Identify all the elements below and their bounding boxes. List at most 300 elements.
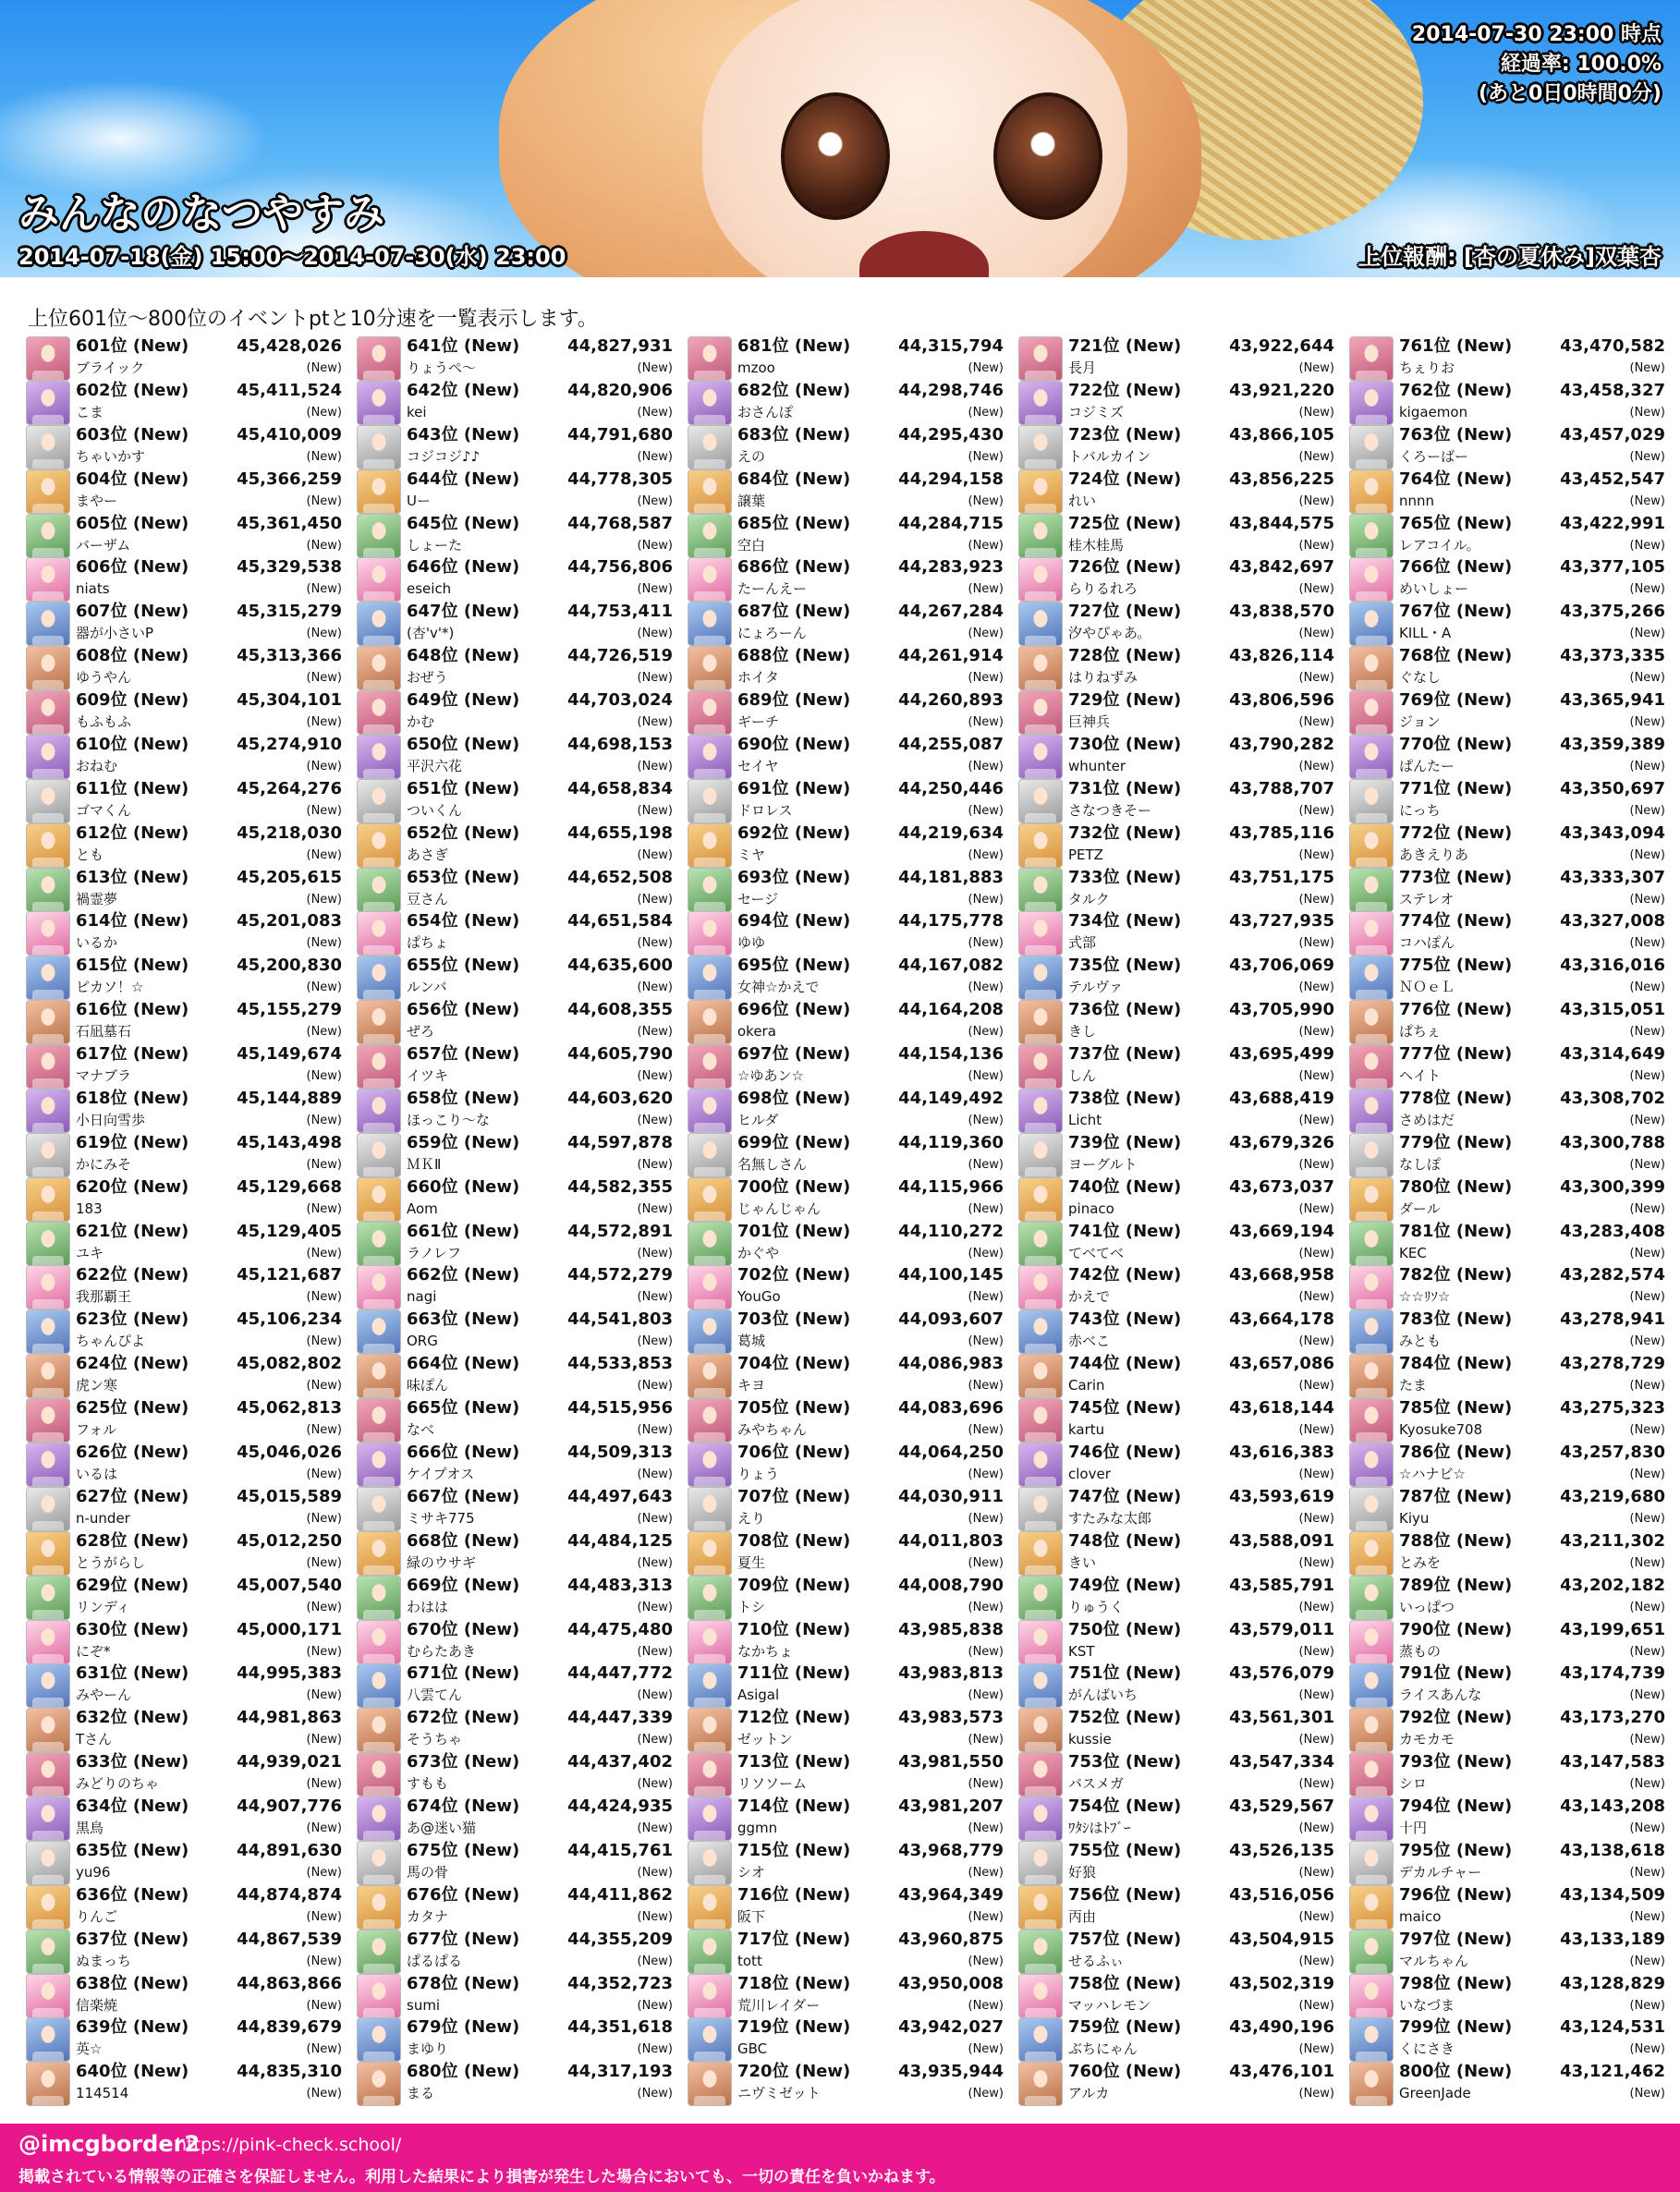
producer-name: まる: [407, 2085, 435, 2102]
rank-label: 781位 (New): [1399, 1221, 1513, 1241]
ranking-row: [357, 822, 676, 867]
producer-name: 小日向雪歩: [76, 1111, 146, 1128]
ranking-row: [688, 556, 1007, 601]
ten-minute-speed: (New): [1298, 1290, 1334, 1305]
ten-minute-speed: (New): [1298, 1644, 1334, 1659]
idol-avatar: [1018, 381, 1063, 425]
ten-minute-speed: (New): [306, 1600, 342, 1614]
ten-minute-speed: (New): [1629, 405, 1665, 420]
producer-name: 夏生: [737, 1553, 766, 1571]
event-points: 44,768,587: [567, 513, 673, 533]
producer-name: 空白: [737, 536, 766, 554]
producer-name: KST: [1068, 1642, 1095, 1660]
event-points: 43,706,069: [1229, 956, 1334, 976]
event-points: 44,572,891: [567, 1221, 673, 1241]
ten-minute-speed: (New): [637, 1290, 673, 1305]
rank-label: 748位 (New): [1068, 1530, 1182, 1551]
producer-name: 我那覇王: [76, 1288, 132, 1306]
producer-name: じゃんじゃん: [737, 1200, 822, 1217]
ranking-row: [688, 1486, 1007, 1530]
rank-label: 702位 (New): [737, 1265, 851, 1285]
event-points: 45,304,101: [237, 690, 342, 711]
rank-label: 757位 (New): [1068, 1929, 1182, 1949]
event-points: 45,143,498: [237, 1132, 342, 1152]
ranking-row: [1018, 1884, 1338, 1929]
ten-minute-speed: (New): [637, 1998, 673, 2013]
rank-label: 797位 (New): [1399, 1929, 1513, 1949]
event-points: 44,655,198: [567, 822, 673, 843]
ten-minute-speed: (New): [637, 1865, 673, 1880]
event-points: 44,515,956: [567, 1398, 673, 1419]
event-points: 43,983,573: [898, 1708, 1004, 1728]
event-points: 45,121,687: [237, 1265, 342, 1285]
event-points: 44,447,339: [567, 1708, 673, 1728]
ten-minute-speed: (New): [1298, 1025, 1334, 1040]
ranking-row: [26, 1221, 346, 1265]
ten-minute-speed: (New): [1629, 759, 1665, 773]
producer-name: ぱるぱる: [407, 1952, 463, 1969]
producer-name: ぐなし: [1399, 669, 1442, 687]
event-points: 44,355,209: [567, 1929, 673, 1949]
ranking-row: [1018, 999, 1338, 1043]
rank-label: 666位 (New): [407, 1443, 520, 1462]
ranking-row: [357, 2016, 676, 2061]
ranking-row: [1018, 689, 1338, 734]
idol-avatar: [26, 1443, 70, 1487]
ten-minute-speed: (New): [968, 1334, 1004, 1349]
idol-avatar: [357, 2017, 401, 2062]
idol-avatar: [1349, 1885, 1394, 1930]
ten-minute-speed: (New): [306, 405, 342, 420]
ranking-row: [357, 1264, 676, 1309]
event-points: 44,652,508: [567, 867, 673, 887]
ranking-row: [26, 1176, 346, 1221]
producer-name: かぐや: [737, 1244, 780, 1261]
idol-avatar: [357, 336, 401, 381]
rank-label: 678位 (New): [407, 1973, 520, 1993]
ten-minute-speed: (New): [1298, 361, 1334, 375]
idol-avatar: [26, 911, 70, 956]
ten-minute-speed: (New): [1298, 1511, 1334, 1526]
idol-avatar: [1018, 1089, 1063, 1133]
producer-name: かむ: [407, 713, 435, 731]
ten-minute-speed: (New): [306, 759, 342, 773]
event-points: 43,985,838: [898, 1619, 1004, 1639]
ten-minute-speed: (New): [1298, 1998, 1334, 2013]
event-points: 43,359,389: [1560, 734, 1665, 754]
idol-avatar: [357, 868, 401, 912]
ten-minute-speed: (New): [1629, 493, 1665, 508]
ten-minute-speed: (New): [1298, 1600, 1334, 1614]
rank-label: 614位 (New): [76, 911, 189, 932]
ten-minute-speed: (New): [1298, 582, 1334, 597]
event-points: 44,317,193: [567, 2062, 673, 2082]
event-points: 44,154,136: [898, 1044, 1004, 1065]
event-points: 43,452,547: [1560, 469, 1665, 489]
ten-minute-speed: (New): [306, 627, 342, 641]
idol-avatar: [1018, 2062, 1063, 2106]
rank-label: 747位 (New): [1068, 1486, 1182, 1506]
ten-minute-speed: (New): [637, 2042, 673, 2057]
ten-minute-speed: (New): [1629, 936, 1665, 951]
twitter-handle-link[interactable]: @imcgborder2: [18, 2131, 201, 2157]
rank-label: 647位 (New): [407, 602, 520, 622]
producer-name: 虎ン寒: [76, 1377, 118, 1394]
idol-avatar: [1018, 1309, 1063, 1354]
rank-label: 615位 (New): [76, 956, 189, 976]
rank-label: 732位 (New): [1068, 822, 1182, 843]
ranking-row: [1349, 999, 1669, 1043]
rank-label: 602位 (New): [76, 380, 189, 400]
ten-minute-speed: (New): [1298, 671, 1334, 686]
ranking-row: [1349, 1884, 1669, 1929]
ten-minute-speed: (New): [1298, 538, 1334, 553]
event-points: 43,657,086: [1229, 1354, 1334, 1374]
rank-label: 734位 (New): [1068, 911, 1182, 932]
idol-avatar: [1018, 1133, 1063, 1177]
idol-avatar: [688, 690, 732, 735]
event-points: 43,476,101: [1229, 2062, 1334, 2082]
ten-minute-speed: (New): [637, 1379, 673, 1394]
producer-name: トバルカイン: [1068, 447, 1151, 465]
event-points: 43,211,302: [1560, 1530, 1665, 1551]
idol-avatar: [26, 469, 70, 514]
idol-avatar: [688, 1398, 732, 1443]
rank-label: 689位 (New): [737, 690, 851, 711]
producer-name: おぜう: [407, 669, 448, 687]
ten-minute-speed: (New): [968, 2087, 1004, 2101]
ranking-row: [1018, 556, 1338, 601]
ranking-row: [357, 1397, 676, 1442]
idol-avatar: [1349, 1177, 1394, 1222]
producer-name: えり: [737, 1509, 766, 1527]
idol-avatar: [26, 735, 70, 779]
ranking-row: [357, 955, 676, 999]
event-points: 43,128,829: [1560, 1973, 1665, 1993]
producer-name: たま: [1399, 1377, 1428, 1394]
rank-label: 756位 (New): [1068, 1884, 1182, 1905]
rank-label: 604位 (New): [76, 469, 189, 489]
ten-minute-speed: (New): [637, 1777, 673, 1792]
producer-name: ﾜﾀｼはﾄﾌﾞｰ: [1068, 1820, 1131, 1837]
event-points: 44,603,620: [567, 1088, 673, 1108]
ten-minute-speed: (New): [968, 1069, 1004, 1084]
producer-name: ユキ: [76, 1244, 104, 1261]
rank-label: 626位 (New): [76, 1443, 189, 1462]
idol-avatar: [1018, 425, 1063, 469]
idol-avatar: [357, 1309, 401, 1354]
rank-label: 611位 (New): [76, 778, 189, 798]
rank-label: 682位 (New): [737, 380, 851, 400]
ten-minute-speed: (New): [1298, 803, 1334, 818]
ten-minute-speed: (New): [306, 1644, 342, 1659]
idol-avatar: [688, 646, 732, 690]
idol-avatar: [1349, 690, 1394, 735]
event-points: 45,000,171: [237, 1619, 342, 1639]
event-points: 43,283,408: [1560, 1221, 1665, 1241]
event-points: 44,582,355: [567, 1176, 673, 1197]
event-points: 45,106,234: [237, 1309, 342, 1330]
ranking-row: [26, 513, 346, 557]
event-points: 44,572,279: [567, 1265, 673, 1285]
ranking-row: [26, 1530, 346, 1575]
event-points: 43,504,915: [1229, 1929, 1334, 1949]
producer-name: しん: [1068, 1067, 1097, 1085]
idol-avatar: [357, 823, 401, 868]
event-points: 44,110,272: [898, 1221, 1004, 1241]
producer-name: コジコジ♪♪: [407, 447, 481, 465]
ranking-row: [1018, 955, 1338, 999]
idol-avatar: [688, 1089, 732, 1133]
event-points: 44,255,087: [898, 734, 1004, 754]
ten-minute-speed: (New): [637, 1069, 673, 1084]
ten-minute-speed: (New): [1629, 1644, 1665, 1659]
ranking-row: [357, 1043, 676, 1088]
producer-name: sumi: [407, 1996, 441, 2014]
event-points: 43,174,739: [1560, 1663, 1665, 1684]
remaining-time: (あと0日0時間0分): [1478, 82, 1662, 105]
rank-label: 762位 (New): [1399, 380, 1513, 400]
ranking-row: [1349, 955, 1669, 999]
ranking-row: [1018, 1707, 1338, 1751]
ten-minute-speed: (New): [306, 1777, 342, 1792]
ten-minute-speed: (New): [637, 361, 673, 375]
rank-label: 723位 (New): [1068, 424, 1182, 444]
rank-label: 651位 (New): [407, 778, 520, 798]
idol-avatar: [688, 1841, 732, 1885]
producer-name: フォル: [76, 1421, 117, 1439]
timestamp: 2014-07-30 23:00 時点: [1411, 23, 1662, 46]
rank-label: 778位 (New): [1399, 1088, 1513, 1108]
ten-minute-speed: (New): [968, 1909, 1004, 1924]
disclaimer-text: 掲載されている情報等の正確さを保証しません。利用した結果により損害が発生した場合においても、一切の責任を負いかねます。: [18, 2168, 945, 2186]
rank-label: 676位 (New): [407, 1884, 520, 1905]
ten-minute-speed: (New): [306, 1865, 342, 1880]
ranking-row: [1349, 1088, 1669, 1132]
ranking-row: [357, 556, 676, 601]
idol-avatar: [26, 1708, 70, 1752]
idol-avatar: [357, 1531, 401, 1576]
ranking-row: [688, 1353, 1007, 1397]
ten-minute-speed: (New): [306, 1246, 342, 1260]
event-points: 43,664,178: [1229, 1309, 1334, 1330]
ten-minute-speed: (New): [968, 1865, 1004, 1880]
ranking-row: [1349, 1309, 1669, 1353]
event-points: 43,377,105: [1560, 557, 1665, 578]
ranking-row: [1018, 1088, 1338, 1132]
event-points: 43,921,220: [1229, 380, 1334, 400]
producer-name: 馬の骨: [407, 1863, 449, 1881]
ten-minute-speed: (New): [968, 1688, 1004, 1703]
idol-avatar: [1349, 2017, 1394, 2062]
ten-minute-speed: (New): [1629, 1025, 1665, 1040]
rank-label: 800位 (New): [1399, 2062, 1513, 2082]
ten-minute-speed: (New): [306, 936, 342, 951]
producer-name: ☆ゆあン☆: [737, 1067, 804, 1085]
idol-avatar: [1018, 1487, 1063, 1531]
event-points: 43,133,189: [1560, 1929, 1665, 1949]
ten-minute-speed: (New): [1629, 1113, 1665, 1127]
rank-label: 725位 (New): [1068, 513, 1182, 533]
producer-name: 英☆: [76, 2040, 103, 2058]
ranking-row: [688, 2061, 1007, 2105]
producer-name: ブライック: [76, 359, 145, 376]
ranking-row: [26, 2016, 346, 2061]
ten-minute-speed: (New): [1298, 1334, 1334, 1349]
producer-name: pinaco: [1068, 1200, 1114, 1217]
producer-name: セイヤ: [737, 757, 779, 774]
producer-name: みやちゃん: [737, 1421, 808, 1439]
idol-avatar: [1018, 1796, 1063, 1841]
event-points: 45,329,538: [237, 557, 342, 578]
producer-name: りょうぺ〜: [407, 359, 477, 376]
ranking-row: [357, 1132, 676, 1176]
ten-minute-speed: (New): [1629, 1379, 1665, 1394]
ranking-row: [26, 1619, 346, 1663]
ten-minute-speed: (New): [306, 538, 342, 553]
producer-name: ルンバ: [407, 979, 447, 996]
ten-minute-speed: (New): [968, 1467, 1004, 1481]
producer-name: なべ: [407, 1421, 435, 1439]
ten-minute-speed: (New): [1629, 715, 1665, 730]
ten-minute-speed: (New): [968, 1998, 1004, 2013]
event-points: 43,143,208: [1560, 1796, 1665, 1817]
ten-minute-speed: (New): [306, 980, 342, 995]
ranking-row: [26, 1397, 346, 1442]
ranking-row: [688, 513, 1007, 557]
rank-label: 714位 (New): [737, 1796, 851, 1817]
ranking-row: [688, 1707, 1007, 1751]
ranking-row: [26, 1043, 346, 1088]
ranking-row: [1349, 1043, 1669, 1088]
event-points: 43,981,207: [898, 1796, 1004, 1817]
top-reward: 上位報酬: [杏の夏休み]双葉杏: [1358, 244, 1662, 270]
producer-name: キヨ: [737, 1377, 766, 1394]
producer-name: デカルチャー: [1399, 1863, 1482, 1881]
ranking-row: [688, 689, 1007, 734]
ten-minute-speed: (New): [968, 1511, 1004, 1526]
event-points: 43,576,079: [1229, 1663, 1334, 1684]
idol-avatar: [357, 1398, 401, 1443]
ten-minute-speed: (New): [1629, 538, 1665, 553]
rank-label: 729位 (New): [1068, 690, 1182, 711]
ten-minute-speed: (New): [637, 759, 673, 773]
ranking-row: [1349, 1619, 1669, 1663]
producer-name: ついくん: [407, 801, 463, 819]
ranking-row: [688, 1176, 1007, 1221]
rank-label: 776位 (New): [1399, 1000, 1513, 1020]
idol-avatar: [1018, 1177, 1063, 1222]
rank-label: 601位 (New): [76, 336, 189, 356]
rank-label: 687位 (New): [737, 602, 851, 622]
ten-minute-speed: (New): [968, 759, 1004, 773]
ten-minute-speed: (New): [306, 2042, 342, 2057]
idol-avatar: [1349, 1044, 1394, 1089]
idol-avatar: [26, 1222, 70, 1266]
event-points: 43,618,144: [1229, 1398, 1334, 1419]
event-points: 43,856,225: [1229, 469, 1334, 489]
event-points: 44,658,834: [567, 778, 673, 798]
event-points: 43,561,301: [1229, 1708, 1334, 1728]
event-points: 44,298,746: [898, 380, 1004, 400]
idol-avatar: [26, 1177, 70, 1222]
producer-name: ジョン: [1399, 713, 1441, 731]
producer-name: ☆☆ﾘｿ☆: [1399, 1288, 1451, 1306]
idol-avatar: [357, 602, 401, 646]
rank-label: 789位 (New): [1399, 1575, 1513, 1595]
rank-label: 773位 (New): [1399, 867, 1513, 887]
producer-name: Uー: [407, 492, 431, 509]
rank-label: 650位 (New): [407, 734, 520, 754]
ten-minute-speed: (New): [306, 582, 342, 597]
ten-minute-speed: (New): [968, 936, 1004, 951]
ranking-row: [26, 778, 346, 822]
producer-name: マッハレモン: [1068, 1996, 1151, 2014]
rank-label: 630位 (New): [76, 1619, 189, 1639]
ranking-row: [26, 1309, 346, 1353]
ranking-row: [1018, 1353, 1338, 1397]
ranking-row: [26, 999, 346, 1043]
producer-name: ライスあんな: [1399, 1687, 1482, 1704]
ranking-row: [688, 1840, 1007, 1884]
producer-name: yu96: [76, 1863, 111, 1881]
rank-label: 606位 (New): [76, 557, 189, 578]
producer-name: ゆゆ: [737, 934, 766, 952]
ten-minute-speed: (New): [1629, 1733, 1665, 1748]
ten-minute-speed: (New): [1629, 1334, 1665, 1349]
producer-name: バーザム: [76, 536, 131, 554]
ranking-row: [688, 1796, 1007, 1840]
idol-avatar: [1018, 779, 1063, 823]
ranking-row: [357, 424, 676, 469]
idol-avatar: [26, 602, 70, 646]
producer-name: ぜろ: [407, 1023, 435, 1041]
event-points: 44,533,853: [567, 1354, 673, 1374]
rank-label: 740位 (New): [1068, 1176, 1182, 1197]
rank-label: 628位 (New): [76, 1530, 189, 1551]
producer-name: くにさき: [1399, 2040, 1455, 2058]
event-points: 44,260,893: [898, 690, 1004, 711]
producer-name: KILL・A: [1399, 625, 1452, 642]
idol-avatar: [1349, 956, 1394, 1000]
producer-name: Asigal: [737, 1687, 780, 1704]
ranking-row: [1018, 1486, 1338, 1530]
ranking-row: [26, 1575, 346, 1619]
event-points: 43,585,791: [1229, 1575, 1334, 1595]
event-points: 45,144,889: [237, 1088, 342, 1108]
producer-name: ドロレス: [737, 801, 793, 819]
producer-name: 十円: [1399, 1820, 1428, 1837]
idol-avatar: [357, 2062, 401, 2106]
event-points: 44,219,634: [898, 822, 1004, 843]
rank-label: 694位 (New): [737, 911, 851, 932]
idol-avatar: [1018, 1708, 1063, 1752]
event-points: 44,250,446: [898, 778, 1004, 798]
event-points: 45,218,030: [237, 822, 342, 843]
producer-name: 汐やぴゃあ。: [1068, 625, 1151, 642]
ranking-row: [688, 424, 1007, 469]
footer: [0, 2124, 1680, 2192]
producer-name: らりるれろ: [1068, 580, 1138, 598]
producer-name: ぱちょ: [407, 934, 449, 952]
ranking-row: [1018, 1973, 1338, 2017]
producer-name: なかちょ: [737, 1642, 794, 1660]
site-url-link[interactable]: https://pink-check.school/: [176, 2135, 402, 2155]
ranking-row: [1018, 1662, 1338, 1707]
event-points: 43,844,575: [1229, 513, 1334, 533]
producer-name: Tさん: [76, 1731, 113, 1748]
idol-avatar: [688, 1930, 732, 1974]
